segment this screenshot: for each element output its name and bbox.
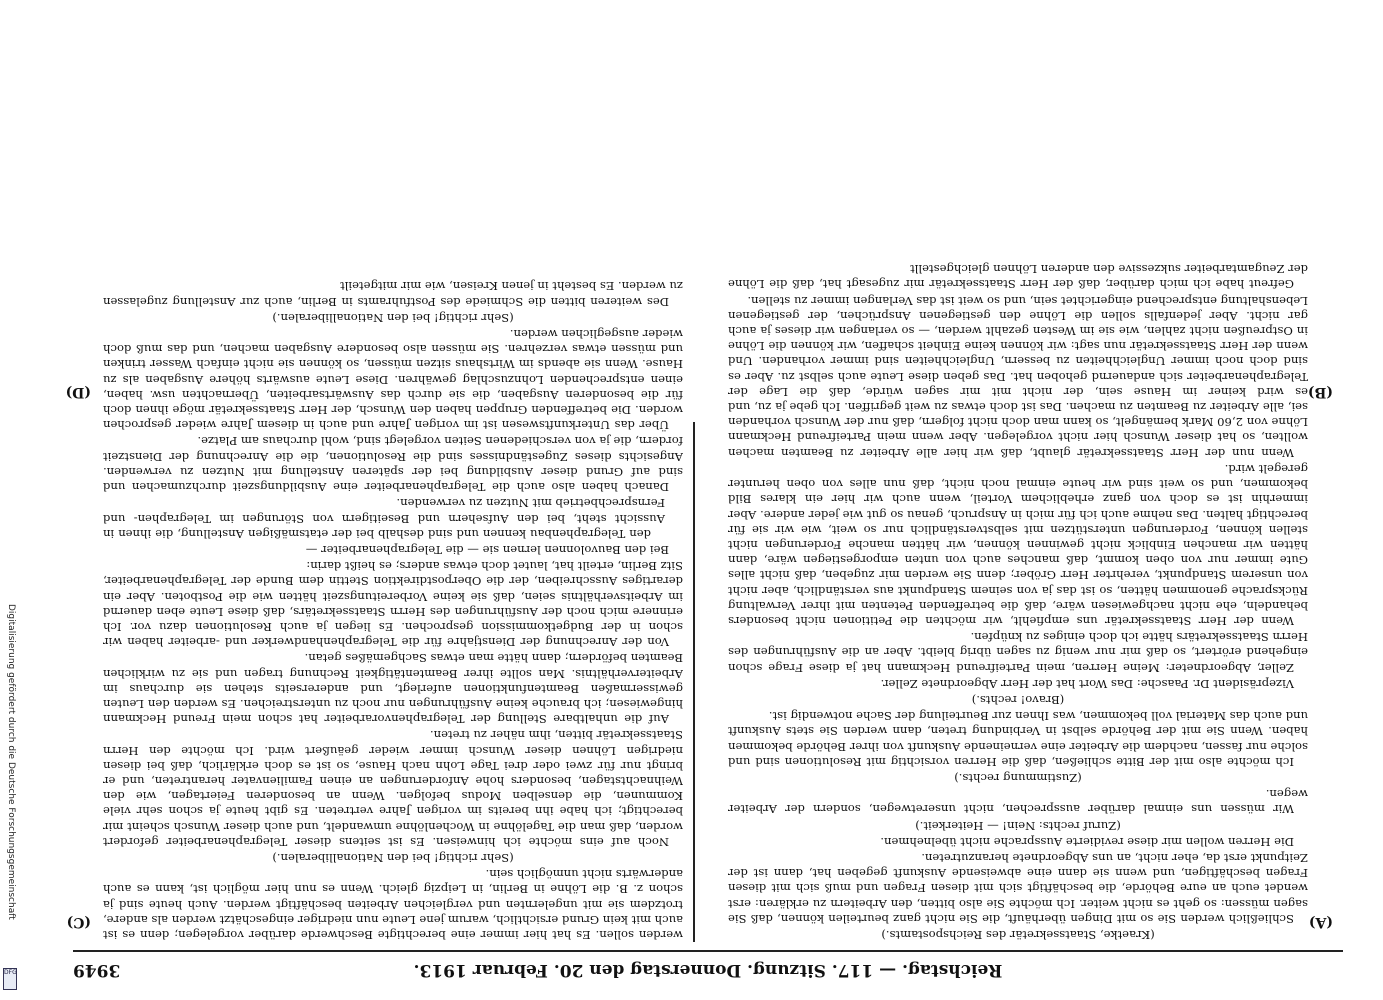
interjection: (Sehr richtig! bei den Nationalliberalen.)	[272, 310, 514, 325]
paragraph: Von der Anrechnung der Dienstjahre für die Telegraphenhandwerker und -arbeiter haben wir schon in der Budgetkommission gesprochen. Es liegen ja auch Resolutionen dazu vor. Ich erinnere mich noch der Ausführungen des Herrn Staatssekretärs, daß diese Leute eben dauernd im Arbeitsverhältnis seien, daß sie keine Vorbereitungszeit hätten wie die Postboten. Aber ein derartiges Ausschreiben, der die Oberpostdirektion Stettin dem Bunde der Telegraphenarbeiter, Sitz Berlin, erteilt hat, lautet doch etwas anders; es heißt darin:	[103, 559, 683, 650]
page-number: 3949	[73, 960, 121, 980]
quote: den Telegraphenbau kennen und sind deshalb bei der etatsmäßigen Anstellung, die ihnen in Aussicht steht, bei den Aufsehern und Beseitigern von Störungen im Telegraphen- und Fernsprechbetrieb mit Nutzen zu verwenden.	[103, 496, 665, 541]
margin-marker-c: (C)	[66, 914, 91, 930]
paragraph: Vizepräsident Dr. Paasche: Das Wort hat der Herr Abgeordnete Zeller.	[880, 676, 1294, 691]
digitization-credit	[0, 0, 22, 1000]
column-divider	[693, 422, 695, 942]
paragraph: Danach haben also auch die Telegraphenarbeiter eine Ausbildungszeit durchzumachen und sind auf Grund dieser Ausbildung bei der späteren Anstellung mit Nutzen zu verwenden. Angesichts dieses Zugeständnisses sind die Resolutionen, die die Anrechnung der Dienstzeit fordern, die ja von verschiedenen Seiten vorgelegt sind, wohl durchaus am Platze.	[103, 434, 683, 495]
paragraph: Die Herren wollen mir diese revidierte Aussprache nicht übelnehmen.	[880, 834, 1294, 849]
header-title: Reichstag. — 117. Sitzung. Donnerstag den 20. Februar 1913.	[413, 960, 1003, 980]
paragraph: Auf die unhaltbare Stellung der Telegraphenvorarbeiter hat schon mein Freund Heckmann hingewiesen; ich brauche keine Ausführungen nur noch zu unterstreichen. Es werden den Leuten gewissermaßen Beamtenfunktionen auferlegt, und andererseits stehen sie durchaus im Arbeiterverhältnis. Man sollte ihrer Beamtentätigkeit Rechnung tragen und sie zu wirklichen Beamten befördern; dann hätte man etwas Sachgemäßes getan.	[103, 651, 683, 727]
interjection: (Sehr richtig! bei den Nationalliberalen.)	[272, 850, 514, 865]
left-column	[728, 42, 1308, 942]
dfg-logo: DFG	[3, 968, 17, 990]
margin-marker-d: (D)	[65, 384, 91, 400]
page-header	[73, 950, 1343, 986]
paragraph: werden sollen. Es hat hier immer eine berechtigte Beschwerde darüber vorgelegen; denn es ist auch mit kein Grund ersichtlich, warum jene Leute nun niedriger eingeschätzt werden als andere, trotzdem sie mit ungelernten und vergleichen Arbeiten beschäftigt werden. Auch heute sind ja schon z. B. die Löhne in Berlin, in Leipzig gleich. Wenn es nun hier möglich ist, kann es auch anderwärts nicht unmöglich sein.	[103, 867, 683, 942]
right-column	[103, 42, 683, 942]
paragraph: Zeller, Abgeordneter: Meine Herren, mein Parteifreund Heckmann hat ja diese Frage schon eingehend erörtert, so daß mir nur wenig zu sagen übrig bleibt. Aber an die Ausführungen des Herrn Staatssekretärs hätte ich doch einiges zu knüpfen.	[728, 630, 1308, 675]
paragraph: Gefreut habe ich mich darüber, daß der Herr Staatssekretär mir zugesagt hat, daß die Löhne der Zeugamtarbeiter sukzessive den anderen Löhnen gleichgestellt	[728, 262, 1308, 292]
paragraph: Wir müssen uns einmal darüber aussprechen, nicht unseretwegen, sondern der Arbeiter wegen.	[728, 787, 1308, 817]
interjection: (Bravo! rechts.)	[971, 692, 1065, 707]
margin-marker-a: (A)	[1308, 914, 1333, 930]
margin-marker-b: (B)	[1307, 384, 1333, 400]
paragraph: Wenn der Herr Staatssekretär uns empfiehlt, wir möchten die Petitionen nicht besonders behandeln, ehe nicht nachgewiesen wäre, daß die betreffenden Petenten mit ihrer Verwaltung Rücksprache genommen hätten, so ist das ja von seinem Standpunkt aus verständlich, aber nicht von unserem Standpunkt, verehrter Herr Gröber; denn Sie werden mir zugeben, daß nicht alles Gute immer nur von oben kommt, daß manches auch von unten emporgestiegen wäre, dann hätten wir manchen Einblick nicht gewinnen können, wir hätten manche Forderungen nicht stellen können, Forderungen unterstützen mit selbstverständlich nur so weit, wie wir sie für berechtigt halten. Das nehme auch ich für mich in Anspruch, genau so gut wie jeder andere. Aber immerhin ist es doch von ganz erheblichem Vorteil, wenn auch wir hier ein klares Bild bekommen, und so weit sind wir heute einmal noch nicht, daß nun alles von oben herunter geregelt wird.	[728, 461, 1308, 628]
paragraph: Über das Unterkunftswesen ist im vorigen Jahre und auch in diesem Jahre wieder gesprochen worden. Die betreffenden Gruppen haben den Wunsch, der Herr Staatssekretär möge ihnen doch für die besonderen Ausgaben, die sie durch das Auswärtsarbeiten, Übernachten usw. haben, einen entsprechenden Lohnzuschlag gewähren. Diese Leute auswärts höhere Ausgaben als zu Hause. Wenn sie abends im Wirtshaus sitzen müssen, so können sie nicht einfach Wasser trinken und müssen etwas verzehren. Sie müssen also besondere Ausgaben machen, und das muß doch wieder ausgeglichen werden.	[103, 327, 683, 433]
speaker-note: (Kraetke, Staatssekretär des Reichspostamts.)	[881, 928, 1155, 942]
interjection: (Zustimmung rechts.)	[954, 770, 1082, 785]
credit-text: Digitalisierung gefördert durch die Deutsche Forschungsgemeinschaft	[6, 604, 16, 920]
paragraph: Ich möchte also mit der Bitte schließen, daß die Herren vorsichtig mit Resolutionen sind und solche nur fassen, nachdem die Arbeiter eine verneinende Auskunft von ihrer Behörde bekommen haben. Wenn Sie mit der Behörde selbst in Verbindung treten, dann werden Sie stets Auskunft und auch das Material voll bekommen, was Ihnen zur Beurteilung der Sache notwendig ist.	[728, 709, 1308, 769]
paragraph: Des weiteren bitten die Schmiede des Postfuhramts in Berlin, auch zur Anstellung zugelassen zu werden. Es besteht in jenen Kreisen, wie mir mitgeteilt	[103, 279, 683, 309]
quote-intro: Bei den Bauvolonnen lernen sie — die Telegraphenarbeiter —	[305, 542, 669, 557]
paragraph: Schließlich werden Sie so mit Dingen überhäuft, die Sie nicht ganz beurteilen können, daß Sie sagen müssen: so geht es nicht weiter. Ich möchte Sie also bitten, den Arbeitern zu erklären: erst wendet euch an eure Behörde, die beschäftigt sich mit diesen Fragen und muß sich mit diesen Fragen beschäftigen, und wenn sie dann eine abweisende Auskunft gegeben hat, dann ist der Zeitpunkt erst da, eher nicht, an uns Abgeordnete heranzutreten.	[728, 850, 1308, 926]
paragraph: Noch auf eins möchte ich hinweisen. Es ist seitens dieser Telegraphenarbeiter gefordert worden, daß man die Tagelöhne in Wochenlöhne umwandelt, und auch dieser Wunsch scheint mir berechtigt; ich habe ihn bereits im vorigen Jahre vertreten. Es gibt heute ja schon sehr viele Kommunen, die denselben Modus befolgen. Wenn an besonderen Feiertagen, wie den Weihnachtstagen, besonders hohe Anforderungen an einen Familienvater herantreten, und er bringt nur für zwei oder drei Tage Lohn nach Hause, so ist es doch erklärlich, daß bei diesen niedrigen Löhnen dieser Wunsch immer wieder geäußert wird. Ich möchte den Herrn Staatssekretär bitten, ihm näher zu treten.	[103, 728, 683, 849]
interjection: (Zuruf rechts: Nein! — Heiterkeit.)	[915, 818, 1121, 833]
paragraph: Wenn nun der Herr Staatssekretär glaubt, daß wir hier alle Arbeiter zu Beamten machen wollten, so hat dieser Wunsch hier nicht vorgelegen. Aber wenn mein Parteifreund Heckmann Löhne von 2,60 Mark bemängelt, so kann man doch nicht folgern, daß nur der Wunsch vorhanden sei, alle Arbeiter zu Beamten zu machen. Das ist doch etwas zu weit gegriffen. Ich gebe ja zu, und es wird keiner im Hause sein, der nicht mit mir sagen würde, daß die Lage der Telegraphenarbeiter sich andauernd gehoben hat. Das geben diese Leute auch selbst zu. Aber es sind doch noch immer Ungleichheiten zu bessern, Ungleichheiten sind immer vorhanden. Und wenn der Herr Staatssekretär nun sagt: wir können keine Einheit schaffen, wir können die Löhne in Ostpreußen nicht zahlen, wie sie im Westen gezahlt werden, — so verlangen wir dieses ja auch gar nicht. Aber jedenfalls sollen die Löhne den gestiegenen Ansprüchen, der gestiegenen Lebenshaltung entsprechend eingerichtet sein, und so weit ist das Verlangen immer zu stellen.	[728, 293, 1308, 460]
